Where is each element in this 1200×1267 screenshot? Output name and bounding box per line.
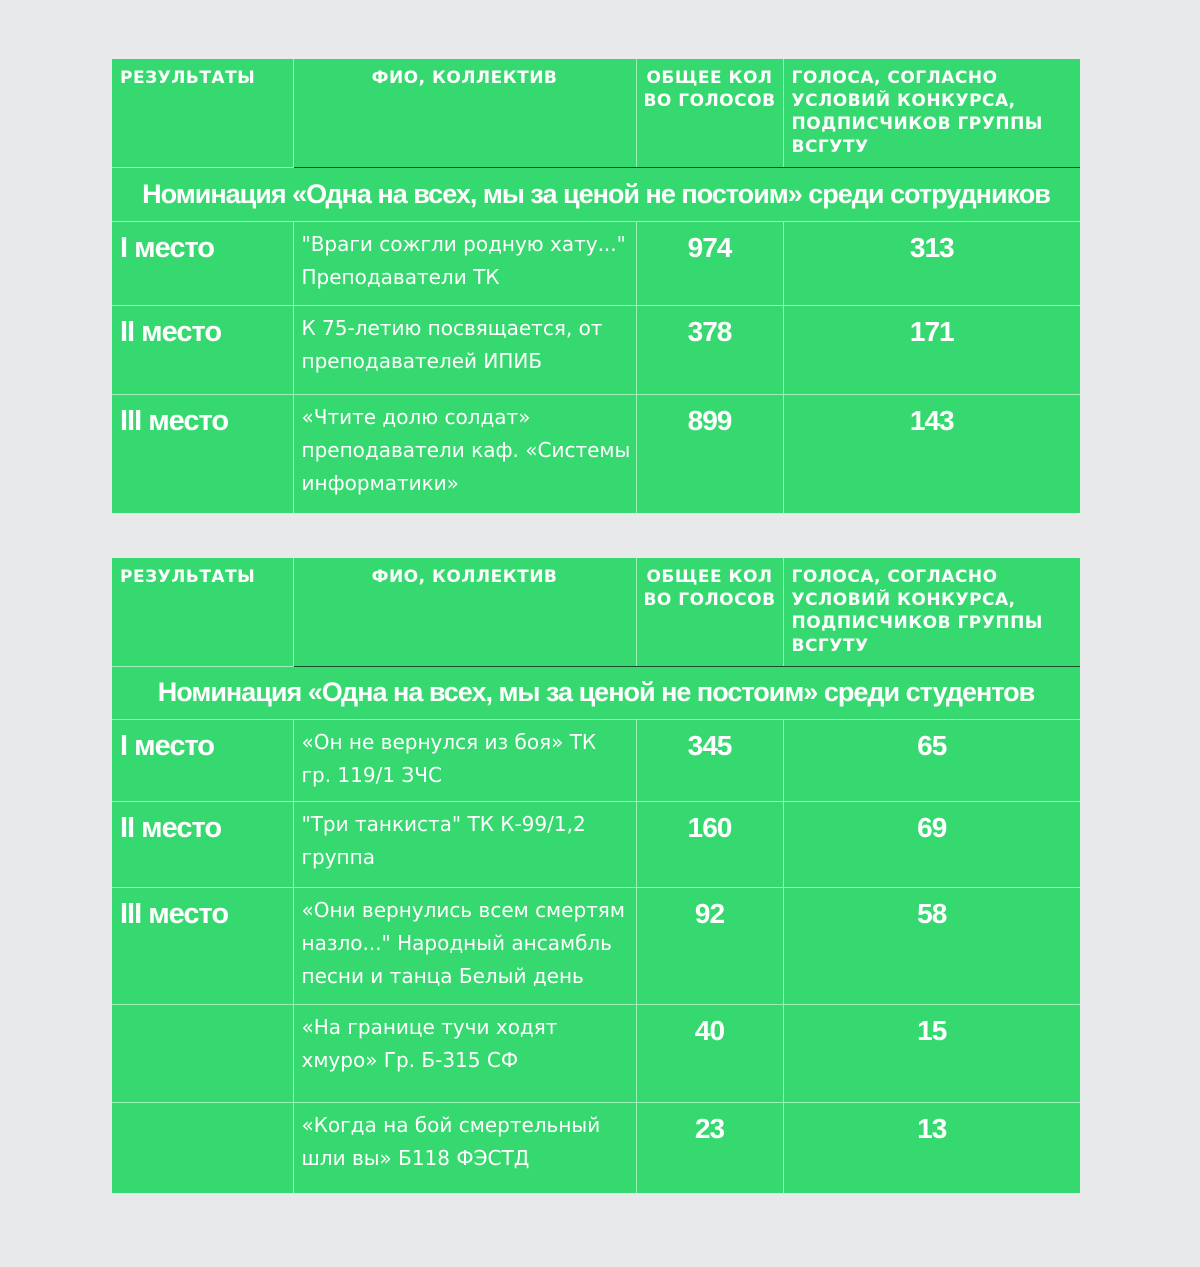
place-cell: I место (112, 221, 293, 305)
total-votes-cell: 974 (636, 221, 783, 305)
total-votes-cell: 345 (636, 719, 783, 801)
group-votes-cell: 58 (783, 887, 1080, 1004)
entry-name-cell: «Чтите долю солдат» преподаватели каф. «Системы информатики» (293, 394, 636, 513)
place-cell: II место (112, 305, 293, 394)
total-votes-cell: 160 (636, 801, 783, 887)
place-cell: III место (112, 394, 293, 513)
place-cell (112, 1102, 293, 1193)
results-table-students (112, 558, 1080, 1193)
table-row (112, 394, 1080, 513)
entry-name-cell: «Они вернулись всем смертям назло..." Народный ансамбль песни и танца Белый день (293, 887, 636, 1004)
table-row (112, 221, 1080, 305)
total-votes-cell: 40 (636, 1004, 783, 1102)
header-total-votes: ОБЩЕЕ КОЛ ВО ГОЛОСОВ (636, 59, 783, 167)
table-row (112, 887, 1080, 1004)
nomination-title: Номинация «Одна на всех, мы за ценой не постоим» среди студентов (112, 666, 1080, 719)
group-votes-cell: 171 (783, 305, 1080, 394)
group-votes-cell: 143 (783, 394, 1080, 513)
entry-name-cell: «Он не вернулся из боя» ТК гр. 119/1 ЗЧС (293, 719, 636, 801)
header-group-votes: ГОЛОСА, СОГЛАСНО УСЛОВИЙ КОНКУРСА, ПОДПИСЧИКОВ ГРУППЫ ВСГУТУ (783, 59, 1080, 167)
entry-name-cell: "Врaги сожгли родную хату..." Преподаватели ТК (293, 221, 636, 305)
header-results: РЕЗУЛЬТАТЫ (112, 59, 293, 167)
entry-name-cell: «Когда на бой смертельный шли вы» Б118 ФЭСТД (293, 1102, 636, 1193)
table-row (112, 719, 1080, 801)
place-cell: III место (112, 887, 293, 1004)
group-votes-cell: 65 (783, 719, 1080, 801)
nomination-title: Номинация «Одна на всех, мы за ценой не постоим» среди сотрудников (112, 167, 1080, 221)
header-group-votes: ГОЛОСА, СОГЛАСНО УСЛОВИЙ КОНКУРСА, ПОДПИСЧИКОВ ГРУППЫ ВСГУТУ (783, 558, 1080, 666)
total-votes-cell: 378 (636, 305, 783, 394)
group-votes-cell: 15 (783, 1004, 1080, 1102)
header-name: ФИО, КОЛЛЕКТИВ (293, 59, 636, 167)
results-table-staff (112, 59, 1080, 513)
header-results: РЕЗУЛЬТАТЫ (112, 558, 293, 666)
total-votes-cell: 23 (636, 1102, 783, 1193)
entry-name-cell: «На границе тучи ходят хмуро» Гр. Б-315 СФ (293, 1004, 636, 1102)
place-cell: II место (112, 801, 293, 887)
table-row (112, 1004, 1080, 1102)
entry-name-cell: К 75-летию посвящается, от преподавателей ИПИБ (293, 305, 636, 394)
place-cell: I место (112, 719, 293, 801)
place-cell (112, 1004, 293, 1102)
total-votes-cell: 92 (636, 887, 783, 1004)
table-row (112, 1102, 1080, 1193)
header-total-votes: ОБЩЕЕ КОЛ ВО ГОЛОСОВ (636, 558, 783, 666)
group-votes-cell: 13 (783, 1102, 1080, 1193)
group-votes-cell: 69 (783, 801, 1080, 887)
entry-name-cell: "Три танкиста" ТК К-99/1,2 группа (293, 801, 636, 887)
table-row (112, 305, 1080, 394)
total-votes-cell: 899 (636, 394, 783, 513)
header-name: ФИО, КОЛЛЕКТИВ (293, 558, 636, 666)
table-row (112, 801, 1080, 887)
group-votes-cell: 313 (783, 221, 1080, 305)
